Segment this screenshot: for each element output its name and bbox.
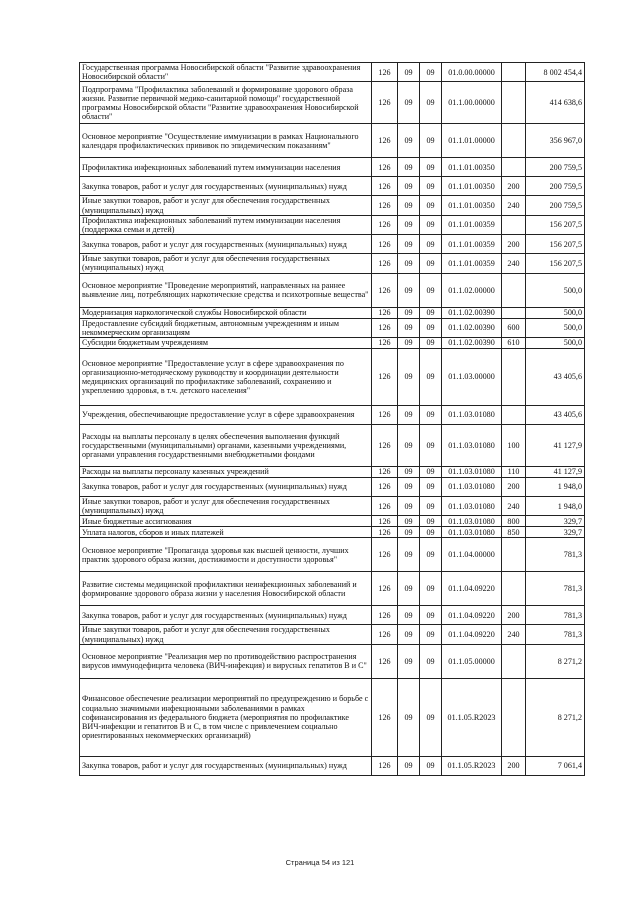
target-article-code-cell: 01.0.00.00000 (442, 63, 502, 82)
target-article-code-cell: 01.1.03.00000 (442, 349, 502, 406)
expense-type-code-cell: 240 (502, 497, 526, 516)
table-row (80, 478, 585, 497)
grbs-code-cell: 126 (372, 756, 398, 775)
item-name-cell: Иные закупки товаров, работ и услуг для обеспечения государственных (муниципальных) нужд (80, 497, 372, 516)
section-code-cell: 09 (398, 527, 420, 538)
grbs-code-cell: 126 (372, 307, 398, 318)
subsection-code-cell: 09 (420, 516, 442, 527)
amount-cell: 200 759,5 (526, 177, 585, 196)
amount-cell: 781,3 (526, 572, 585, 606)
grbs-code-cell: 126 (372, 606, 398, 625)
table-row (80, 338, 585, 349)
subsection-code-cell: 09 (420, 606, 442, 625)
grbs-code-cell: 126 (372, 318, 398, 337)
expense-type-code-cell (502, 406, 526, 425)
item-name-cell: Основное мероприятие "Осуществление иммунизации в рамках Национального календаря профилактических прививок по эпидемическим показаниям" (80, 124, 372, 158)
grbs-code-cell: 126 (372, 572, 398, 606)
item-name-cell: Закупка товаров, работ и услуг для государственных (муниципальных) нужд (80, 606, 372, 625)
section-code-cell: 09 (398, 516, 420, 527)
expense-type-code-cell: 200 (502, 756, 526, 775)
grbs-code-cell: 126 (372, 538, 398, 572)
table-row (80, 158, 585, 177)
table-row (80, 756, 585, 775)
subsection-code-cell: 09 (420, 425, 442, 467)
target-article-code-cell: 01.1.01.00350 (442, 177, 502, 196)
amount-cell: 781,3 (526, 538, 585, 572)
item-name-cell: Закупка товаров, работ и услуг для государственных (муниципальных) нужд (80, 177, 372, 196)
table-row (80, 425, 585, 467)
subsection-code-cell: 09 (420, 497, 442, 516)
target-article-code-cell: 01.1.05.R2023 (442, 678, 502, 756)
table-row (80, 273, 585, 307)
section-code-cell: 09 (398, 478, 420, 497)
expense-type-code-cell (502, 82, 526, 124)
table-row (80, 625, 585, 644)
table-row (80, 538, 585, 572)
amount-cell: 156 207,5 (526, 215, 585, 234)
expense-type-code-cell: 240 (502, 625, 526, 644)
amount-cell: 7 061,4 (526, 756, 585, 775)
section-code-cell: 09 (398, 273, 420, 307)
target-article-code-cell: 01.1.03.01080 (442, 527, 502, 538)
subsection-code-cell: 09 (420, 124, 442, 158)
section-code-cell: 09 (398, 406, 420, 425)
section-code-cell: 09 (398, 497, 420, 516)
target-article-code-cell: 01.1.05.00000 (442, 644, 502, 678)
table-row (80, 235, 585, 254)
item-name-cell: Развитие системы медицинской профилактики неинфекционных заболеваний и формирование здорового образа жизни у населения Новосибирской области (80, 572, 372, 606)
subsection-code-cell: 09 (420, 467, 442, 478)
item-name-cell: Расходы на выплаты персоналу казенных учреждений (80, 467, 372, 478)
expense-type-code-cell: 240 (502, 254, 526, 273)
expense-type-code-cell: 200 (502, 606, 526, 625)
expense-type-code-cell: 200 (502, 235, 526, 254)
section-code-cell: 09 (398, 307, 420, 318)
item-name-cell: Финансовое обеспечение реализации мероприятий по предупреждению и борьбе с социально значимыми инфекционными заболеваниями в рамках софинансирования из федерального бюджета (мероприятия по профилактике ВИЧ-инфекции и гепатитов В и С, в том числе с привлечением социально ориентированных некоммерческих организаций) (80, 678, 372, 756)
grbs-code-cell: 126 (372, 82, 398, 124)
item-name-cell: Модернизация наркологической службы Новосибирской области (80, 307, 372, 318)
target-article-code-cell: 01.1.03.01080 (442, 425, 502, 467)
amount-cell: 414 638,6 (526, 82, 585, 124)
grbs-code-cell: 126 (372, 215, 398, 234)
page-footer (0, 858, 640, 867)
amount-cell: 500,0 (526, 338, 585, 349)
expense-type-code-cell: 800 (502, 516, 526, 527)
target-article-code-cell: 01.1.04.00000 (442, 538, 502, 572)
expense-type-code-cell (502, 63, 526, 82)
amount-cell: 500,0 (526, 273, 585, 307)
item-name-cell: Государственная программа Новосибирской области "Развитие здравоохранения Новосибирской области" (80, 63, 372, 82)
target-article-code-cell: 01.1.02.00390 (442, 318, 502, 337)
expense-type-code-cell: 240 (502, 196, 526, 215)
target-article-code-cell: 01.1.05.R2023 (442, 756, 502, 775)
target-article-code-cell: 01.1.02.00000 (442, 273, 502, 307)
grbs-code-cell: 126 (372, 678, 398, 756)
item-name-cell: Учреждения, обеспечивающие предоставление услуг в сфере здравоохранения (80, 406, 372, 425)
target-article-code-cell: 01.1.01.00359 (442, 254, 502, 273)
amount-cell: 500,0 (526, 318, 585, 337)
amount-cell: 1 948,0 (526, 478, 585, 497)
subsection-code-cell: 09 (420, 254, 442, 273)
table-row (80, 606, 585, 625)
subsection-code-cell: 09 (420, 235, 442, 254)
item-name-cell: Основное мероприятие "Проведение мероприятий, направленных на раннее выявление лиц, потребляющих наркотические средства и психотропные вещества" (80, 273, 372, 307)
subsection-code-cell: 09 (420, 527, 442, 538)
target-article-code-cell: 01.1.01.00359 (442, 215, 502, 234)
subsection-code-cell: 09 (420, 572, 442, 606)
amount-cell: 43 405,6 (526, 406, 585, 425)
item-name-cell: Подпрограмма "Профилактика заболеваний и формирование здорового образа жизни. Развитие первичной медико-санитарной помощи" государственной программы Новосибирской области "Развитие здравоохранения Новосибирской области" (80, 82, 372, 124)
item-name-cell: Иные бюджетные ассигнования (80, 516, 372, 527)
grbs-code-cell: 126 (372, 124, 398, 158)
expense-type-code-cell (502, 349, 526, 406)
budget-table (79, 62, 585, 776)
subsection-code-cell: 09 (420, 678, 442, 756)
section-code-cell: 09 (398, 467, 420, 478)
section-code-cell: 09 (398, 196, 420, 215)
grbs-code-cell: 126 (372, 158, 398, 177)
table-row (80, 644, 585, 678)
expense-type-code-cell (502, 572, 526, 606)
grbs-code-cell: 126 (372, 478, 398, 497)
subsection-code-cell: 09 (420, 82, 442, 124)
table-row (80, 215, 585, 234)
amount-cell: 41 127,9 (526, 467, 585, 478)
amount-cell: 356 967,0 (526, 124, 585, 158)
section-code-cell: 09 (398, 538, 420, 572)
subsection-code-cell: 09 (420, 307, 442, 318)
subsection-code-cell: 09 (420, 406, 442, 425)
item-name-cell: Основное мероприятие "Реализация мер по противодействию распространения вирусов иммунодефицита человека (ВИЧ-инфекция) и вирусных гепатитов В и С" (80, 644, 372, 678)
item-name-cell: Уплата налогов, сборов и иных платежей (80, 527, 372, 538)
table-row (80, 318, 585, 337)
expense-type-code-cell (502, 215, 526, 234)
amount-cell: 781,3 (526, 606, 585, 625)
grbs-code-cell: 126 (372, 644, 398, 678)
grbs-code-cell: 126 (372, 527, 398, 538)
target-article-code-cell: 01.1.02.00390 (442, 338, 502, 349)
target-article-code-cell: 01.1.01.00350 (442, 196, 502, 215)
subsection-code-cell: 09 (420, 215, 442, 234)
section-code-cell: 09 (398, 572, 420, 606)
grbs-code-cell: 126 (372, 63, 398, 82)
section-code-cell: 09 (398, 644, 420, 678)
table-row (80, 572, 585, 606)
item-name-cell: Иные закупки товаров, работ и услуг для обеспечения государственных (муниципальных) нужд (80, 625, 372, 644)
item-name-cell: Иные закупки товаров, работ и услуг для обеспечения государственных (муниципальных) нужд (80, 254, 372, 273)
item-name-cell: Расходы на выплаты персоналу в целях обеспечения выполнения функций государственными (муниципальными) органами, казенными учреждениями, органами управления государственными внебюджетными фондами (80, 425, 372, 467)
target-article-code-cell: 01.1.01.00359 (442, 235, 502, 254)
amount-cell: 200 759,5 (526, 196, 585, 215)
target-article-code-cell: 01.1.03.01080 (442, 478, 502, 497)
subsection-code-cell: 09 (420, 338, 442, 349)
expense-type-code-cell (502, 273, 526, 307)
table-row (80, 678, 585, 756)
target-article-code-cell: 01.1.01.00000 (442, 124, 502, 158)
budget-sheet (79, 62, 584, 776)
amount-cell: 41 127,9 (526, 425, 585, 467)
subsection-code-cell: 09 (420, 63, 442, 82)
expense-type-code-cell (502, 158, 526, 177)
section-code-cell: 09 (398, 177, 420, 196)
amount-cell: 329,7 (526, 516, 585, 527)
amount-cell: 200 759,5 (526, 158, 585, 177)
table-row (80, 254, 585, 273)
table-row (80, 497, 585, 516)
grbs-code-cell: 126 (372, 254, 398, 273)
expense-type-code-cell: 610 (502, 338, 526, 349)
target-article-code-cell: 01.1.00.00000 (442, 82, 502, 124)
section-code-cell: 09 (398, 235, 420, 254)
expense-type-code-cell: 200 (502, 177, 526, 196)
subsection-code-cell: 09 (420, 318, 442, 337)
page-number: Страница 54 из 121 (285, 858, 355, 867)
table-row (80, 527, 585, 538)
amount-cell: 8 271,2 (526, 678, 585, 756)
item-name-cell: Субсидии бюджетным учреждениям (80, 338, 372, 349)
grbs-code-cell: 126 (372, 177, 398, 196)
item-name-cell: Закупка товаров, работ и услуг для государственных (муниципальных) нужд (80, 235, 372, 254)
section-code-cell: 09 (398, 318, 420, 337)
expense-type-code-cell (502, 644, 526, 678)
expense-type-code-cell: 100 (502, 425, 526, 467)
subsection-code-cell: 09 (420, 349, 442, 406)
grbs-code-cell: 126 (372, 497, 398, 516)
amount-cell: 156 207,5 (526, 254, 585, 273)
target-article-code-cell: 01.1.02.00390 (442, 307, 502, 318)
section-code-cell: 09 (398, 254, 420, 273)
section-code-cell: 09 (398, 158, 420, 177)
grbs-code-cell: 126 (372, 406, 398, 425)
section-code-cell: 09 (398, 338, 420, 349)
table-row (80, 516, 585, 527)
section-code-cell: 09 (398, 425, 420, 467)
amount-cell: 781,3 (526, 625, 585, 644)
table-row (80, 63, 585, 82)
section-code-cell: 09 (398, 606, 420, 625)
item-name-cell: Закупка товаров, работ и услуг для государственных (муниципальных) нужд (80, 478, 372, 497)
target-article-code-cell: 01.1.03.01080 (442, 497, 502, 516)
target-article-code-cell: 01.1.04.09220 (442, 606, 502, 625)
table-row (80, 177, 585, 196)
subsection-code-cell: 09 (420, 158, 442, 177)
subsection-code-cell: 09 (420, 644, 442, 678)
amount-cell: 1 948,0 (526, 497, 585, 516)
subsection-code-cell: 09 (420, 196, 442, 215)
subsection-code-cell: 09 (420, 273, 442, 307)
target-article-code-cell: 01.1.04.09220 (442, 625, 502, 644)
amount-cell: 8 271,2 (526, 644, 585, 678)
item-name-cell: Предоставление субсидий бюджетным, автономным учреждениям и иным некоммерческим организациям (80, 318, 372, 337)
subsection-code-cell: 09 (420, 756, 442, 775)
target-article-code-cell: 01.1.03.01080 (442, 467, 502, 478)
grbs-code-cell: 126 (372, 349, 398, 406)
expense-type-code-cell (502, 124, 526, 158)
grbs-code-cell: 126 (372, 273, 398, 307)
table-row (80, 349, 585, 406)
grbs-code-cell: 126 (372, 516, 398, 527)
budget-table-body (80, 63, 585, 776)
section-code-cell: 09 (398, 349, 420, 406)
item-name-cell: Основное мероприятие "Пропаганда здоровья как высшей ценности, лучших практик здорового образа жизни, достижимости и доступности здоровья" (80, 538, 372, 572)
table-row (80, 467, 585, 478)
grbs-code-cell: 126 (372, 625, 398, 644)
item-name-cell: Профилактика инфекционных заболеваний путем иммунизации населения (поддержка семьи и детей) (80, 215, 372, 234)
expense-type-code-cell (502, 307, 526, 318)
subsection-code-cell: 09 (420, 177, 442, 196)
section-code-cell: 09 (398, 678, 420, 756)
table-row (80, 196, 585, 215)
table-row (80, 406, 585, 425)
amount-cell: 8 002 454,4 (526, 63, 585, 82)
item-name-cell: Иные закупки товаров, работ и услуг для обеспечения государственных (муниципальных) нужд (80, 196, 372, 215)
grbs-code-cell: 126 (372, 196, 398, 215)
grbs-code-cell: 126 (372, 467, 398, 478)
item-name-cell: Профилактика инфекционных заболеваний путем иммунизации населения (80, 158, 372, 177)
expense-type-code-cell (502, 678, 526, 756)
section-code-cell: 09 (398, 124, 420, 158)
target-article-code-cell: 01.1.01.00350 (442, 158, 502, 177)
target-article-code-cell: 01.1.04.09220 (442, 572, 502, 606)
subsection-code-cell: 09 (420, 478, 442, 497)
subsection-code-cell: 09 (420, 625, 442, 644)
grbs-code-cell: 126 (372, 425, 398, 467)
grbs-code-cell: 126 (372, 235, 398, 254)
expense-type-code-cell (502, 538, 526, 572)
grbs-code-cell: 126 (372, 338, 398, 349)
expense-type-code-cell: 600 (502, 318, 526, 337)
section-code-cell: 09 (398, 82, 420, 124)
amount-cell: 43 405,6 (526, 349, 585, 406)
target-article-code-cell: 01.1.03.01080 (442, 516, 502, 527)
amount-cell: 329,7 (526, 527, 585, 538)
expense-type-code-cell: 200 (502, 478, 526, 497)
expense-type-code-cell: 850 (502, 527, 526, 538)
section-code-cell: 09 (398, 625, 420, 644)
item-name-cell: Закупка товаров, работ и услуг для государственных (муниципальных) нужд (80, 756, 372, 775)
table-row (80, 124, 585, 158)
amount-cell: 156 207,5 (526, 235, 585, 254)
expense-type-code-cell: 110 (502, 467, 526, 478)
table-row (80, 82, 585, 124)
item-name-cell: Основное мероприятие "Предоставление услуг в сфере здравоохранения по организационно-методическому руководству и координации деятельности медицинских организаций по профилактике заболеваний, сохранению и укреплению здоровья, в т.ч. детского населения" (80, 349, 372, 406)
subsection-code-cell: 09 (420, 538, 442, 572)
table-row (80, 307, 585, 318)
target-article-code-cell: 01.1.03.01080 (442, 406, 502, 425)
section-code-cell: 09 (398, 63, 420, 82)
amount-cell: 500,0 (526, 307, 585, 318)
section-code-cell: 09 (398, 215, 420, 234)
section-code-cell: 09 (398, 756, 420, 775)
